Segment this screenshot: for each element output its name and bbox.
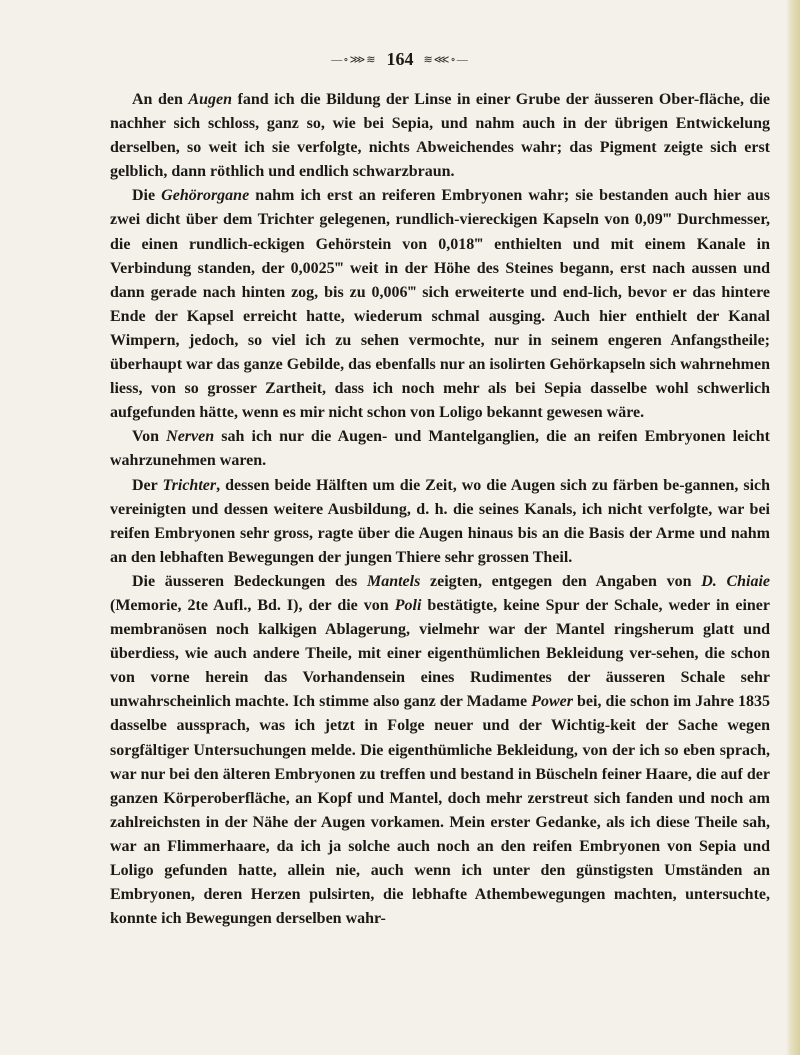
italic-term: Power — [531, 693, 573, 711]
text-run: An den — [132, 91, 189, 108]
paragraph — [110, 425, 770, 473]
paragraph — [110, 474, 770, 570]
italic-term: Mantels — [366, 572, 421, 590]
text-run: , dessen beide Hälften um die Zeit, wo die Augen sich zu färben be-gannen, sich vereinigten und dessen weitere Ausbildung, d. h. die seines Kanals, ich nicht verfolgte, war bei reifen Embryonen sehr gross, ragte über die Augen hinaus bis an die Basis der Arme und nahm an den lebhaften Bewegungen der jungen Thiere sehr grossen Theil. — [110, 476, 771, 566]
text-run: bestätigte, keine Spur der Schale, weder in einer membranösen noch kalkigen Ablagerung, vielmehr war der Mantel ringsherum glatt und überdiess, wie auch andere Theile, mit einer eigenthümlichen Bekleidung ver-sehen, die schon von vorne herein das Vorhandensein eines Rudimentes der äusseren Schale sehr unwahrscheinlich machte. Ich stimme also ganz der Madame — [110, 596, 770, 711]
text-run: nahm ich erst an reiferen Embryonen wahr; sie bestanden auch hier aus zwei dicht über dem Trichter gelegenen, rundlich-viereckigen Kapseln von 0,09‴ Durchmesser, die einen rundlich-eckigen Gehörstein von 0,018‴ enthielten und mit einem Kanale in Verbindung standen, der 0,0025‴ weit in der Höhe des Steines begann, erst nach aussen und dann gerade nach hinten zog, bis zu 0,006‴ sich erweiterte und end-lich, bevor er das hintere Ende der Kapsel erreicht hatte, wiederum schmal ausging. Auch hier enthielt der Kanal Wimpern, jedoch, so viel ich zu sehen vermochte, nur in seinem engeren Anfangstheile; überhaupt war das ganze Gebilde, das ebenfalls nur an isolirten Gehörkapseln sich wahrnehmen liess, von so grosser Zartheit, dass ich noch mehr als bei Sepia dasselbe wohl schwerlich aufgefunden hätte, wenn es mir nicht schon von Loligo bekannt gewesen wäre. — [110, 187, 770, 422]
page-header — [0, 44, 800, 74]
page-number: 164 — [386, 48, 414, 69]
italic-term: Augen — [188, 91, 232, 108]
italic-term: Trichter — [162, 476, 217, 494]
ornament-left: —∘⋙≋ — [331, 53, 377, 66]
italic-term: Gehörorgane — [161, 187, 250, 205]
ornament-right: ≋⋘∘— — [423, 53, 469, 66]
text-run: Der — [132, 476, 163, 494]
text-run: Von — [132, 428, 167, 446]
text-run: Die — [132, 187, 162, 205]
paragraph — [110, 184, 770, 425]
paragraph — [110, 88, 770, 184]
text-run: zeigten, entgegen den Angaben von — [420, 572, 702, 590]
body-text — [110, 88, 770, 931]
text-run: sah ich nur die Augen- und Mantelganglien, die an reifen Embryonen leicht wahrzunehmen waren. — [110, 428, 771, 470]
text-run: Die äusseren Bedeckungen des — [132, 572, 367, 590]
italic-term: D. Chiaie — [701, 572, 771, 590]
paragraph — [110, 570, 770, 931]
italic-term: Nerven — [166, 428, 215, 446]
text-run: (Memorie, 2te Aufl., Bd. I), der die von — [110, 596, 395, 614]
text-run: bei, die schon im Jahre 1835 dasselbe aussprach, was ich jetzt in Folge neuer und der Wichtig-keit der Sache wegen sorgfältiger Untersuchungen melde. Die eigenthümliche Bekleidung, von der ich so eben sprach, war nur bei den älteren Embryonen zu treffen und bestand in Büscheln feiner Haare, die auf der ganzen Körperoberfläche, an Kopf und Mantel, doch mehr zerstreut sich fanden und noch am zahlreichsten in der Nähe der Augen vorkamen. Mein erster Gedanke, als ich diese Theile sah, war an Flimmerhaare, da ich ja solche auch noch an den reifen Embryonen von Sepia und Loligo gefunden hatte, allein nie, auch wenn ich unter den günstigsten Umständen an Embryonen, deren Herzen pulsirten, die lebhafte Athembewegungen machten, untersuchte, konnte ich Bewegungen derselben wahr- — [110, 693, 770, 928]
text-run: fand ich die Bildung der Linse in einer Grube der äusseren Ober-fläche, die nachher sich schloss, ganz so, wie bei Sepia, und nahm auch in der übrigen Entwickelung derselben, so weit ich sie verfolgte, nichts Abweichendes wahr; das Pigment zeigte sich erst gelblich, dann röthlich und endlich schwarzbraun. — [110, 91, 770, 181]
italic-term: Poli — [394, 596, 422, 614]
